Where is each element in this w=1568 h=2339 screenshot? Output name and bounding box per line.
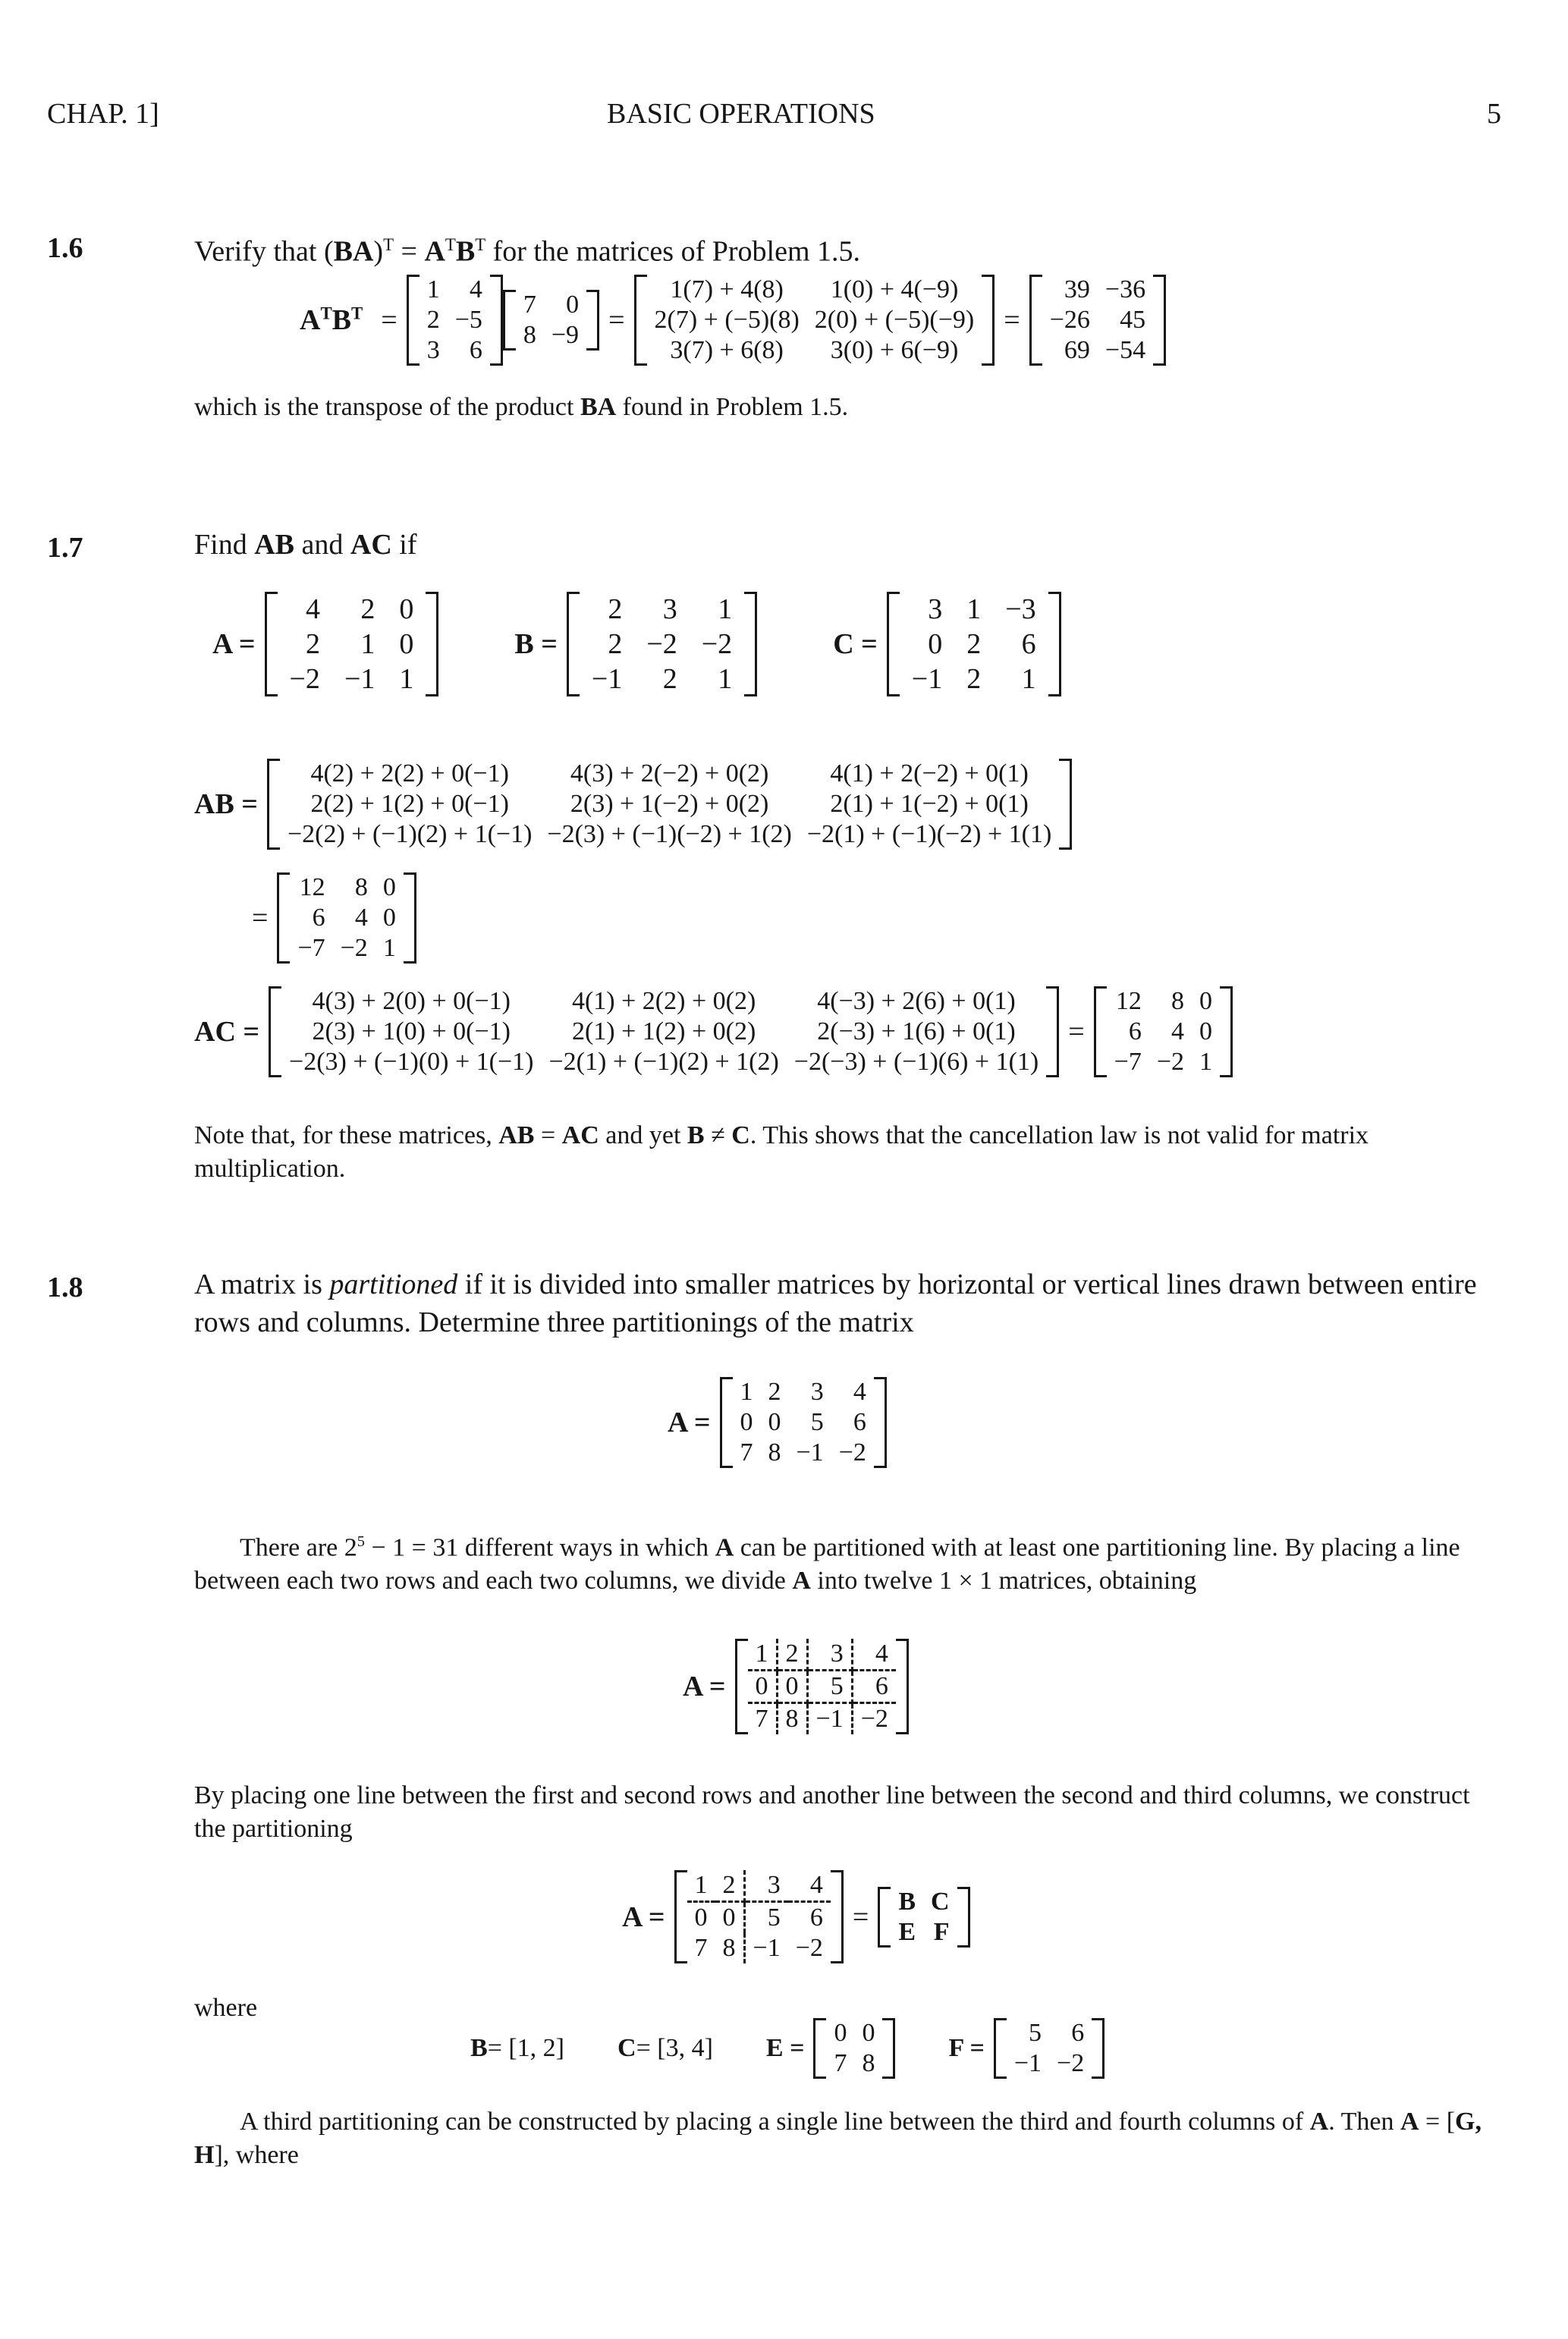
problem-1-8-para2: By placing one line between the first and second rows and another line between the second and third columns, we construct the partitioning <box>194 1781 1470 1843</box>
problem-1-6-note: which is the transpose of the product BA found in Problem 1.5. <box>194 393 849 421</box>
matrix-A-full-partition: A = 1 2 3 4 0 0 5 6 7 8 −1 −2 <box>683 1639 909 1734</box>
where-label: where <box>194 1994 258 2022</box>
matrix-AB-result: 12 8 0 6 4 0 −7 −2 1 <box>277 872 416 964</box>
matrix-B: 2 3 1 2 −2 −2 −1 2 1 <box>567 592 757 696</box>
equation-AB-result: = 12 8 0 6 4 0 −7 −2 1 <box>243 872 416 964</box>
matrix-product-result: 39 −36 −26 45 69 −54 <box>1029 275 1166 366</box>
problem-1-7-statement: Find AB and AC if <box>194 529 417 561</box>
problem-number-1-8: 1.8 <box>47 1272 83 1303</box>
problem-1-8-para1: There are $2^5 - 1 = 31$ different ways in which A can be partitioned with at least one partitioning line. By placing a line between each two rows and each two columns, we divide A into twelve 1 × 1 matrices, obtaining <box>194 1533 1460 1595</box>
equation-AC: AC = 4(3) + 2(0) + 0(−1) 4(1) + 2(2) + 0(2) 4(−3) + 2(6) + 0(1) 2(3) + 1(0) + 0(−1) 2(1) + 1(2) + 0(2) 2(−3) + 1(6) + 0(1) −2(3) + (−1)(0) + 1(−1) −2(1) + (−1)(2) + 1(2) −2(−3) + (−1)(6) + 1(1) = 12 8 0 6 4 0 −7 −2 1 <box>194 986 1233 1077</box>
matrix-AB-expanded: 4(2) + 2(2) + 0(−1) 4(3) + 2(−2) + 0(2) 4(1) + 2(−2) + 0(1) 2(2) + 1(2) + 0(−1) 2(3) + 1(−2) + 0(2) 2(1) + 1(−2) + 0(1) −2(2) + (−1)(2) + 1(−1) −2(3) + (−1)(−2) + 1(2) −2(1) + (−1)(−2) + 1(1) <box>267 759 1072 850</box>
matrix-product-expanded: 1(7) + 4(8) 1(0) + 4(−9) 2(7) + (−5)(8) 2(0) + (−5)(−9) 3(7) + 6(8) 3(0) + 6(−9) <box>634 275 995 366</box>
block-matrix-BCEF: B C E F <box>878 1887 969 1948</box>
problem-1-6-statement: Verify that $(BA)^T = A^TB^T$ for the matrices of Problem 1.5. <box>194 235 860 268</box>
matrix-BT: 7 0 8 −9 <box>503 290 599 351</box>
matrix-AC-expanded: 4(3) + 2(0) + 0(−1) 4(1) + 2(2) + 0(2) 4(−3) + 2(6) + 0(1) 2(3) + 1(0) + 0(−1) 2(1) + 1(2) + 0(2) 2(−3) + 1(6) + 0(1) −2(3) + (−1)(0) + 1(−1) −2(1) + (−1)(2) + 1(2) −2(−3) + (−1)(6) + 1(1) <box>269 986 1059 1077</box>
block-definitions: B = [1, 2] C = [3, 4] E = 0 0 7 8 F = 5 6 −1 −2 <box>470 2018 1105 2079</box>
matrix-AC-result: 12 8 0 6 4 0 −7 −2 1 <box>1094 986 1233 1077</box>
equation-1-6: $A^TB^T$ = 1 4 2 −5 3 6 7 0 8 −9 = 1(7) + 4(8) 1(0) + 4(−9) 2(7) + (−5)(8) 2(0) + (−5)(−9) 3(7) + 6(8) 3(0) + 6(−9) = 39 −36 −26 45 69 −54 <box>300 275 1166 366</box>
problem-number-1-6: 1.6 <box>47 232 83 264</box>
matrix-A-display: A = 1 2 3 4 0 0 5 6 7 8 −1 −2 <box>668 1377 887 1468</box>
matrix-F: 5 6 −1 −2 <box>994 2018 1105 2079</box>
problem-number-1-7: 1.7 <box>47 532 83 564</box>
matrix-C: 3 1 −3 0 2 6 −1 2 1 <box>887 592 1061 696</box>
matrix-A-partition-source: 1 2 3 4 0 0 5 6 7 8 −1 −2 <box>720 1377 887 1468</box>
running-header-title: BASIC OPERATIONS <box>607 98 875 130</box>
running-header-chapter: CHAP. 1] <box>47 98 159 130</box>
matrix-A-block-partition: A = 1 2 3 4 0 0 5 6 7 8 −1 −2 = B C E F <box>622 1870 970 1963</box>
matrix-A: 4 2 0 2 1 0 −2 −1 1 <box>265 592 439 696</box>
matrix-A-four-blocks: 1 2 3 4 0 0 5 6 7 8 −1 −2 <box>674 1870 844 1963</box>
problem-1-8-statement: A matrix is partitioned if it is divided into smaller matrices by horizontal or vertical lines drawn between entire rows and columns. Determine three partitionings of the matrix <box>194 1269 1477 1338</box>
matrix-AT: 1 4 2 −5 3 6 <box>407 275 503 366</box>
problem-1-7-note: Note that, for these matrices, AB = AC and yet B ≠ C. This shows that the cancellation law is not valid for matrix multiplication. <box>194 1121 1369 1183</box>
matrices-ABC: A = 4 2 0 2 1 0 −2 −1 1 B = 2 3 1 2 −2 −2 −1 2 1 C = 3 1 −3 0 2 6 −1 2 1 <box>212 592 1061 696</box>
problem-1-8-para3: A third partitioning can be constructed by placing a single line between the third and fourth columns of A. Then A = [G, H], where <box>194 2108 1482 2169</box>
matrix-A-twelve-blocks: 1 2 3 4 0 0 5 6 7 8 −1 −2 <box>735 1639 909 1734</box>
page-number: 5 <box>1487 98 1501 130</box>
equation-AB-expanded: AB = 4(2) + 2(2) + 0(−1) 4(3) + 2(−2) + 0(2) 4(1) + 2(−2) + 0(1) 2(2) + 1(2) + 0(−1) 2(3) + 1(−2) + 0(2) 2(1) + 1(−2) + 0(1) −2(2) + (−1)(2) + 1(−1) −2(3) + (−1)(−2) + 1(2) −2(1) + (−1)(−2) + 1(1) <box>194 759 1072 850</box>
matrix-E: 0 0 7 8 <box>813 2018 895 2079</box>
